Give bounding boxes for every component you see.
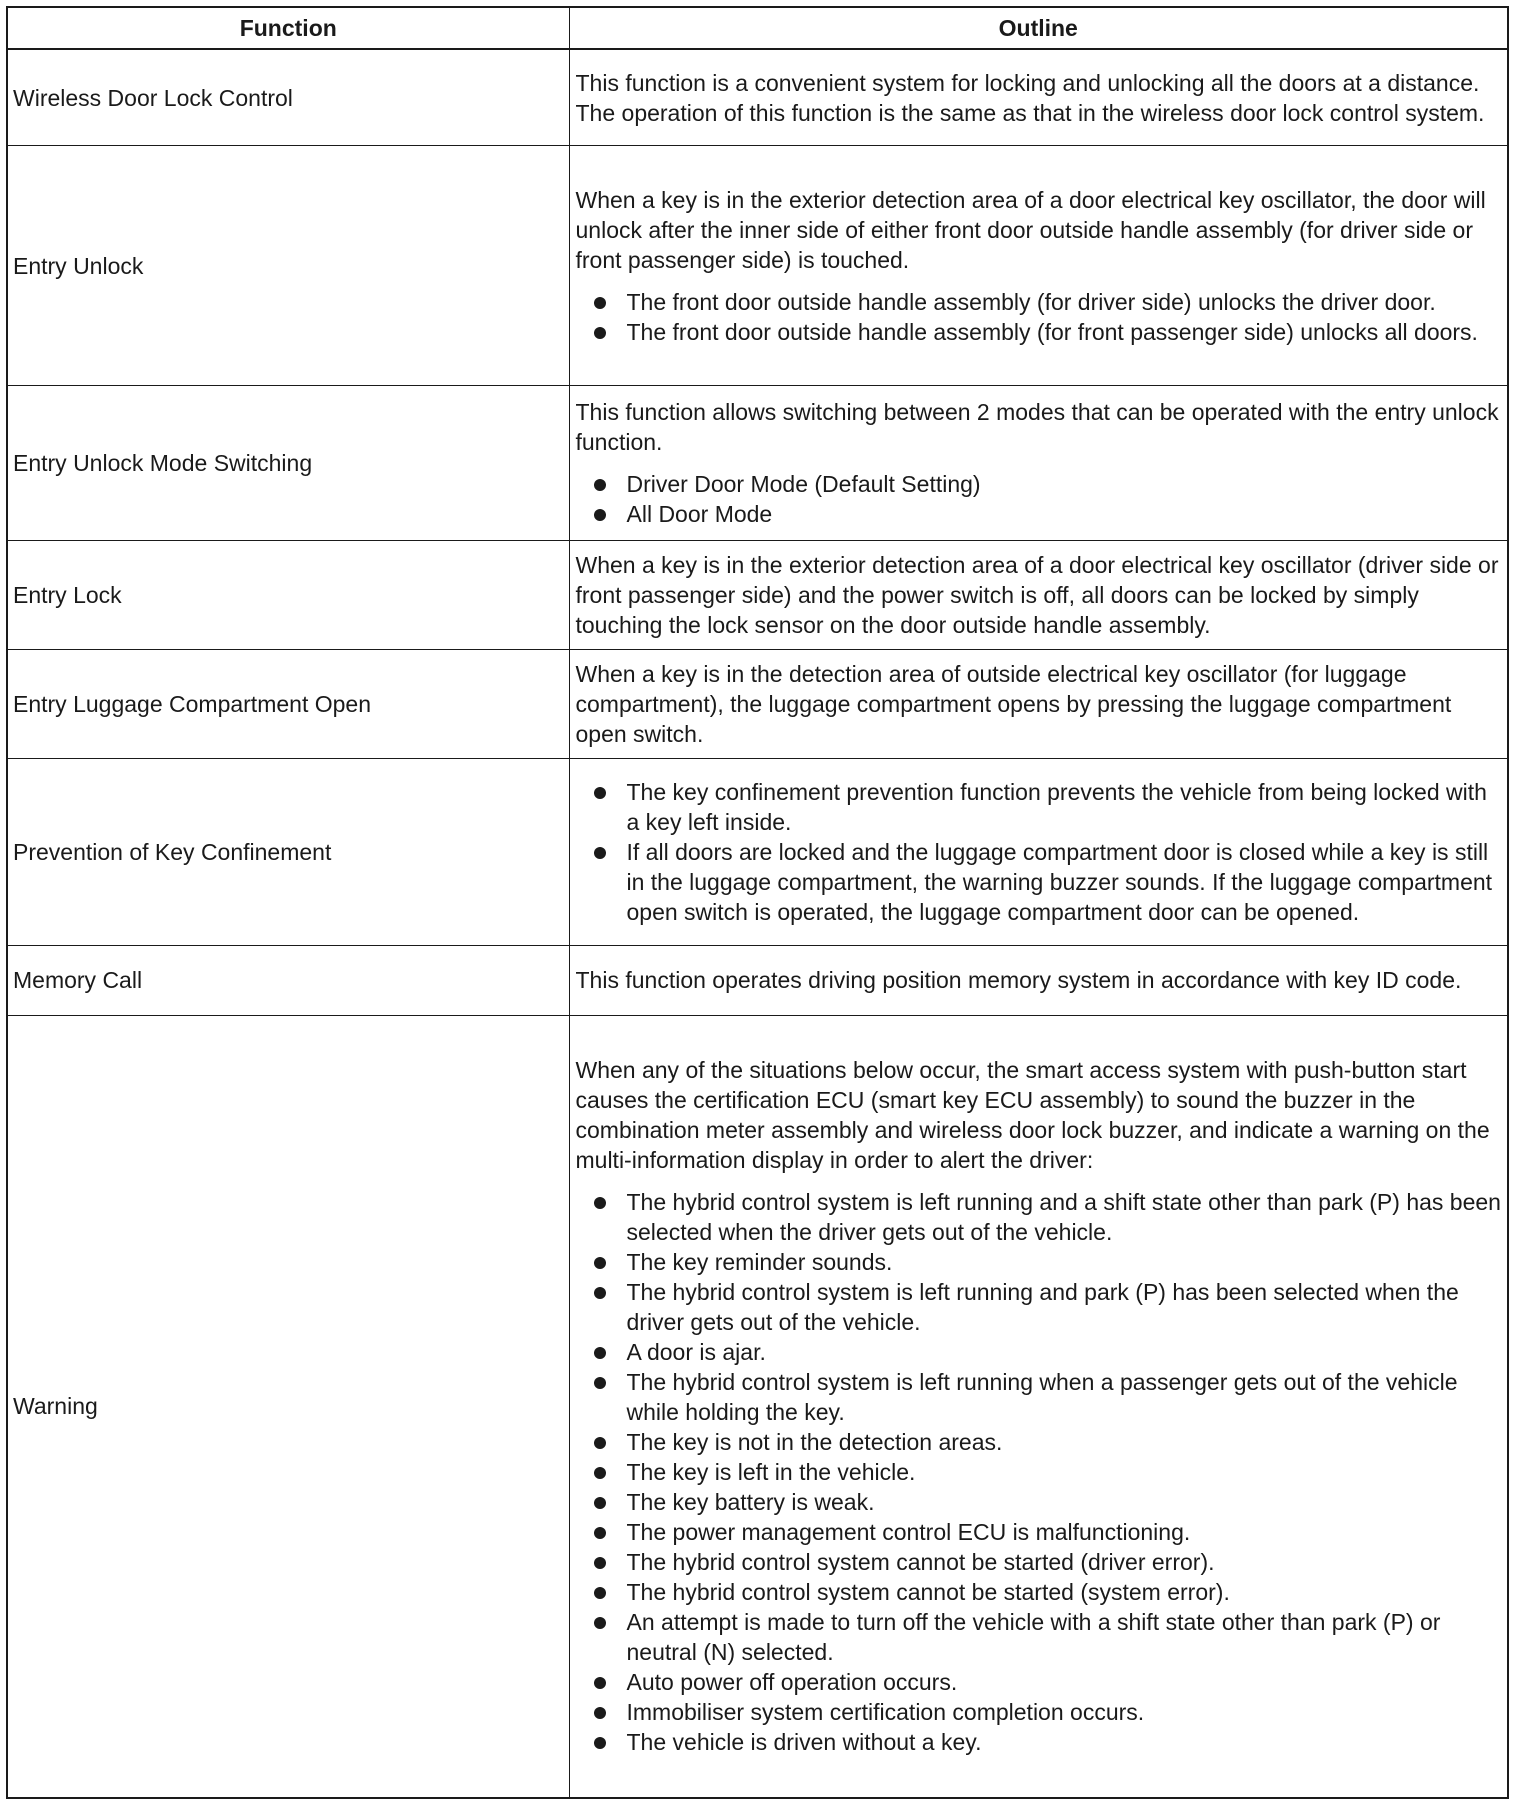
table-header-row (8, 8, 1507, 49)
outline-paragraph: When a key is in the exterior detection area of a door electrical key oscillator (driver side or front passenger side) and the power switch is off, all doors can be locked by simply touching the lock sensor on the door outside handle assembly. (575, 552, 1499, 639)
bullet-dot-icon (594, 327, 606, 339)
bullet-text: All Door Mode (626, 501, 773, 528)
outline-paragraph: When any of the situations below occur, the smart access system with push-button start causes the certification ECU (smart key ECU assembly) to sound the buzzer in the combination meter assembly and wireless door lock buzzer, and indicate a warning on the multi-information display in order to alert the driver: (575, 1057, 1490, 1174)
bullet-dot-icon (594, 1347, 606, 1359)
outline-paragraph: This function allows switching between 2 modes that can be operated with the entry unlock function. (575, 399, 1499, 456)
bullet-list (576, 1187, 1502, 1757)
bullet-text: An attempt is made to turn off the vehicle with a shift state other than park (P) or neutral (N) selected. (626, 1609, 1441, 1666)
bullet-text: The hybrid control system is left running and a shift state other than park (P) has been selected when the driver gets out of the vehicle. (626, 1189, 1501, 1246)
function-column-header: Function (8, 8, 569, 49)
bullet-item (594, 1667, 1502, 1697)
function-cell: Entry Unlock Mode Switching (8, 386, 569, 541)
table-row (8, 146, 1507, 386)
bullet-text: Driver Door Mode (Default Setting) (626, 471, 981, 498)
bullet-dot-icon (594, 1257, 606, 1269)
bullet-text: The key confinement prevention function prevents the vehicle from being locked with a key left inside. (626, 779, 1487, 836)
bullet-text: The key reminder sounds. (626, 1249, 893, 1276)
bullet-item (594, 1427, 1502, 1457)
bullet-list (576, 469, 1502, 529)
bullet-item (594, 1337, 1502, 1367)
bullet-item (594, 1517, 1502, 1547)
bullet-item (594, 1247, 1502, 1277)
bullet-item (594, 287, 1502, 317)
table-body (8, 49, 1507, 1797)
bullet-text: The hybrid control system is left running when a passenger gets out of the vehicle while holding the key. (626, 1369, 1458, 1426)
bullet-text: Immobiliser system certification completion occurs. (626, 1699, 1145, 1726)
bullet-item (594, 777, 1502, 837)
bullet-item (594, 317, 1502, 347)
bullet-item (594, 1697, 1502, 1727)
bullet-dot-icon (594, 1677, 606, 1689)
function-cell: Prevention of Key Confinement (8, 759, 569, 946)
outline-cell (569, 650, 1507, 759)
bullet-dot-icon (594, 1617, 606, 1629)
bullet-text: The power management control ECU is malfunctioning. (626, 1519, 1191, 1546)
bullet-item (594, 499, 1502, 529)
outline-cell (569, 759, 1507, 946)
function-cell: Entry Unlock (8, 146, 569, 386)
bullet-item (594, 1727, 1502, 1757)
outline-paragraph: This function operates driving position memory system in accordance with key ID code. (575, 967, 1462, 994)
function-cell: Entry Luggage Compartment Open (8, 650, 569, 759)
bullet-text: The key is left in the vehicle. (626, 1459, 916, 1486)
bullet-text: Auto power off operation occurs. (626, 1669, 958, 1696)
bullet-list (576, 287, 1502, 347)
bullet-dot-icon (594, 1527, 606, 1539)
bullet-text: The key is not in the detection areas. (626, 1429, 1003, 1456)
bullet-item (594, 1457, 1502, 1487)
outline-cell (569, 386, 1507, 541)
bullet-text: The key battery is weak. (626, 1489, 875, 1516)
bullet-dot-icon (594, 1197, 606, 1209)
bullet-item (594, 1487, 1502, 1517)
bullet-dot-icon (594, 1377, 606, 1389)
function-outline-table (8, 8, 1507, 1797)
bullet-item (594, 1577, 1502, 1607)
bullet-dot-icon (594, 1707, 606, 1719)
bullet-text: The hybrid control system is left running and park (P) has been selected when the driver gets out of the vehicle. (626, 1279, 1459, 1336)
table-row (8, 759, 1507, 946)
bullet-dot-icon (594, 1737, 606, 1749)
function-cell: Warning (8, 1015, 569, 1797)
table-row (8, 386, 1507, 541)
bullet-text: If all doors are locked and the luggage compartment door is closed while a key is still in the luggage compartment, the warning buzzer sounds. If the luggage compartment open switch is operated, the luggage compartment door can be opened. (626, 839, 1493, 926)
bullet-item (594, 1607, 1502, 1667)
outline-cell (569, 541, 1507, 650)
table-row (8, 541, 1507, 650)
bullet-dot-icon (594, 787, 606, 799)
bullet-dot-icon (594, 847, 606, 859)
bullet-dot-icon (594, 297, 606, 309)
outline-cell (569, 146, 1507, 386)
bullet-dot-icon (594, 1587, 606, 1599)
bullet-dot-icon (594, 1497, 606, 1509)
bullet-item (594, 469, 1502, 499)
bullet-dot-icon (594, 1467, 606, 1479)
bullet-item (594, 1187, 1502, 1247)
bullet-item (594, 1277, 1502, 1337)
outline-paragraph: When a key is in the detection area of outside electrical key oscillator (for luggage compartment), the luggage compartment opens by pressing the luggage compartment open switch. (575, 661, 1452, 748)
bullet-item (594, 1547, 1502, 1577)
bullet-text: A door is ajar. (626, 1339, 766, 1366)
bullet-dot-icon (594, 479, 606, 491)
outline-cell (569, 49, 1507, 146)
bullet-dot-icon (594, 509, 606, 521)
bullet-dot-icon (594, 1557, 606, 1569)
bullet-text: The hybrid control system cannot be started (driver error). (626, 1549, 1215, 1576)
function-cell: Entry Lock (8, 541, 569, 650)
bullet-text: The front door outside handle assembly (for driver side) unlocks the driver door. (626, 288, 1436, 315)
bullet-item (594, 837, 1502, 927)
outline-cell (569, 1015, 1507, 1797)
outline-cell (569, 946, 1507, 1015)
bullet-text: The front door outside handle assembly (for front passenger side) unlocks all doors. (626, 318, 1478, 345)
bullet-dot-icon (594, 1287, 606, 1299)
bullet-item (594, 1367, 1502, 1427)
function-cell: Wireless Door Lock Control (8, 49, 569, 146)
outline-paragraph: This function is a convenient system for locking and unlocking all the doors at a distance. The operation of this function is the same as that in the wireless door lock control system. (575, 69, 1485, 126)
outline-paragraph: When a key is in the exterior detection area of a door electrical key oscillator, the door will unlock after the inner side of either front door outside handle assembly (for driver side or front passenger side) is touched. (575, 186, 1486, 273)
bullet-text: The vehicle is driven without a key. (626, 1729, 982, 1756)
bullet-text: The hybrid control system cannot be started (system error). (626, 1579, 1230, 1606)
table-row (8, 49, 1507, 146)
function-outline-table-frame (6, 6, 1509, 1799)
table-row (8, 650, 1507, 759)
table-row (8, 1015, 1507, 1797)
bullet-dot-icon (594, 1437, 606, 1449)
function-cell: Memory Call (8, 946, 569, 1015)
bullet-list (576, 777, 1502, 927)
table-row (8, 946, 1507, 1015)
outline-column-header: Outline (569, 8, 1507, 49)
